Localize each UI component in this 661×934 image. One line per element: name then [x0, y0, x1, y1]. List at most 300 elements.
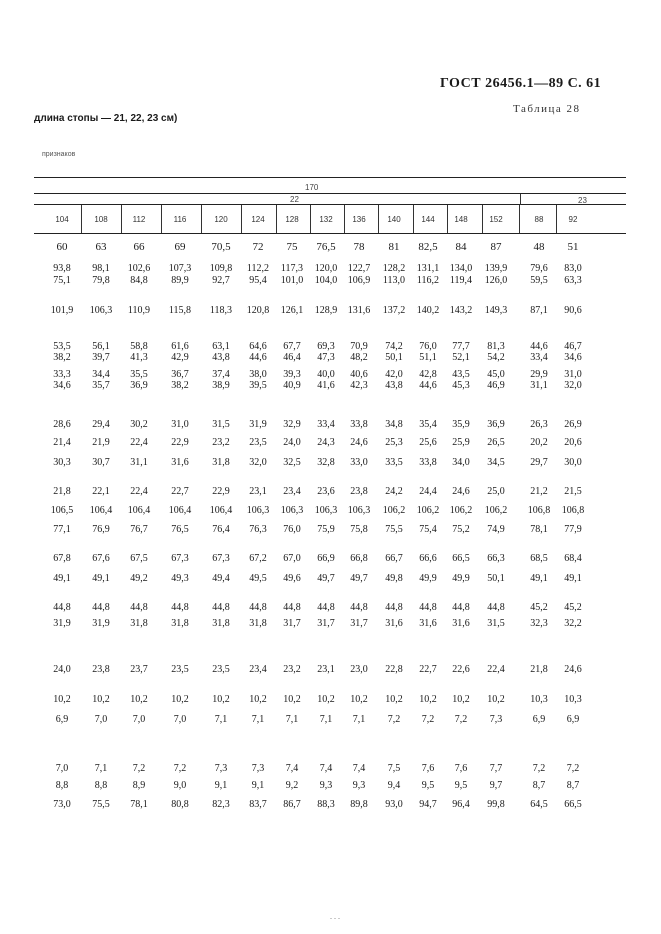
table-cell: 67,6 — [92, 553, 110, 564]
table-cell: 7,0 — [173, 714, 187, 725]
column-divider — [161, 205, 162, 233]
table-cell: 44,8 — [452, 602, 470, 613]
table-cell: 58,8 — [130, 341, 148, 352]
table-cell: 31,9 — [92, 618, 110, 629]
table-cell: 32,5 — [283, 457, 301, 468]
table-cell: 106,9 — [347, 275, 371, 286]
table-cell: 10,3 — [530, 694, 548, 705]
table-cell: 53,5 — [53, 341, 71, 352]
table-cell: 106,4 — [127, 505, 151, 516]
column-divider — [556, 205, 557, 233]
table-cell: 26,9 — [564, 419, 582, 430]
table-cell: 29,9 — [530, 369, 548, 380]
table-cell: 82,5 — [418, 241, 438, 253]
table-cell: 26,5 — [487, 437, 505, 448]
table-cell: 10,2 — [249, 694, 267, 705]
table-cell: 39,5 — [249, 380, 267, 391]
table-cell: 44,8 — [350, 602, 368, 613]
table-cell: 117,3 — [280, 263, 304, 274]
table-cell: 102,6 — [127, 263, 151, 274]
table-cell: 8,9 — [132, 780, 146, 791]
table-cell: 9,2 — [285, 780, 299, 791]
table-cell: 60 — [56, 241, 68, 253]
table-cell: 77,9 — [564, 524, 582, 535]
table-cell: 66,5 — [564, 799, 582, 810]
column-header: 132 — [319, 215, 333, 224]
table-cell: 81 — [388, 241, 400, 253]
table-cell: 9,3 — [352, 780, 366, 791]
table-cell: 9,5 — [421, 780, 435, 791]
rule-columns — [34, 233, 626, 234]
table-cell: 23,4 — [283, 486, 301, 497]
table-cell: 59,5 — [530, 275, 548, 286]
table-cell: 131,1 — [416, 263, 440, 274]
table-cell: 87 — [490, 241, 502, 253]
table-cell: 10,2 — [350, 694, 368, 705]
table-cell: 139,9 — [484, 263, 508, 274]
table-cell: 40,6 — [350, 369, 368, 380]
table-cell: 22,4 — [487, 664, 505, 675]
column-divider — [344, 205, 345, 233]
table-cell: 131,6 — [347, 305, 371, 316]
table-cell: 84 — [455, 241, 467, 253]
table-cell: 7,1 — [251, 714, 265, 725]
table-cell: 33,8 — [419, 457, 437, 468]
table-cell: 113,0 — [382, 275, 406, 286]
table-cell: 10,3 — [564, 694, 582, 705]
table-cell: 10,2 — [130, 694, 148, 705]
table-cell: 44,8 — [419, 602, 437, 613]
table-cell: 41,6 — [317, 380, 335, 391]
table-cell: 137,2 — [382, 305, 406, 316]
table-cell: 82,3 — [212, 799, 230, 810]
table-cell: 7,2 — [454, 714, 468, 725]
table-cell: 128,2 — [382, 263, 406, 274]
table-cell: 36,9 — [130, 380, 148, 391]
table-cell: 31,0 — [171, 419, 189, 430]
table-cell: 83,7 — [249, 799, 267, 810]
table-cell: 7,7 — [489, 763, 503, 774]
table-cell: 49,2 — [130, 573, 148, 584]
table-cell: 10,2 — [452, 694, 470, 705]
table-cell: 104,0 — [314, 275, 338, 286]
table-cell: 30,2 — [130, 419, 148, 430]
table-cell: 122,7 — [347, 263, 371, 274]
table-cell: 106,2 — [484, 505, 508, 516]
table-cell: 67,7 — [283, 341, 301, 352]
table-cell: 20,2 — [530, 437, 548, 448]
table-cell: 23,1 — [249, 486, 267, 497]
table-cell: 31,1 — [530, 380, 548, 391]
table-cell: 66,8 — [350, 553, 368, 564]
column-header: 144 — [421, 215, 435, 224]
table-cell: 34,6 — [564, 352, 582, 363]
table-cell: 22,4 — [130, 437, 148, 448]
table-cell: 9,7 — [489, 780, 503, 791]
table-cell: 40,0 — [317, 369, 335, 380]
table-cell: 45,0 — [487, 369, 505, 380]
table-cell: 120,8 — [246, 305, 270, 316]
table-cell: 23,5 — [171, 664, 189, 675]
table-cell: 134,0 — [449, 263, 473, 274]
table-cell: 8,7 — [566, 780, 580, 791]
table-cell: 66 — [133, 241, 145, 253]
table-cell: 77,1 — [53, 524, 71, 535]
table-cell: 21,2 — [530, 486, 548, 497]
table-cell: 78 — [353, 241, 365, 253]
table-cell: 30,3 — [53, 457, 71, 468]
column-header: 112 — [132, 215, 146, 224]
table-cell: 43,8 — [212, 352, 230, 363]
table-cell: 31,8 — [212, 457, 230, 468]
table-cell: 76,4 — [212, 524, 230, 535]
table-cell: 24,2 — [385, 486, 403, 497]
table-cell: 38,0 — [249, 369, 267, 380]
table-cell: 49,7 — [350, 573, 368, 584]
table-cell: 106,8 — [561, 505, 585, 516]
table-cell: 86,7 — [283, 799, 301, 810]
table-cell: 42,9 — [171, 352, 189, 363]
table-cell: 106,5 — [50, 505, 74, 516]
table-cell: 106,4 — [168, 505, 192, 516]
table-cell: 128,9 — [314, 305, 338, 316]
table-cell: 126,1 — [280, 305, 304, 316]
table-cell: 7,2 — [173, 763, 187, 774]
table-cell: 38,2 — [171, 380, 189, 391]
table-cell: 44,8 — [249, 602, 267, 613]
table-cell: 32,0 — [564, 380, 582, 391]
table-cell: 44,8 — [317, 602, 335, 613]
table-cell: 23,8 — [350, 486, 368, 497]
table-cell: 7,5 — [387, 763, 401, 774]
table-cell: 34,4 — [92, 369, 110, 380]
table-cell: 49,4 — [212, 573, 230, 584]
table-cell: 49,1 — [530, 573, 548, 584]
table-cell: 35,4 — [419, 419, 437, 430]
column-header: 120 — [214, 215, 228, 224]
table-cell: 22,8 — [385, 664, 403, 675]
table-cell: 22,9 — [171, 437, 189, 448]
table-cell: 35,5 — [130, 369, 148, 380]
table-cell: 42,8 — [419, 369, 437, 380]
table-cell: 40,9 — [283, 380, 301, 391]
table-cell: 81,3 — [487, 341, 505, 352]
table-cell: 48 — [533, 241, 545, 253]
table-cell: 31,5 — [487, 618, 505, 629]
table-cell: 77,7 — [452, 341, 470, 352]
table-cell: 7,6 — [421, 763, 435, 774]
column-header: 140 — [387, 215, 401, 224]
table-cell: 31,8 — [130, 618, 148, 629]
table-cell: 7,6 — [454, 763, 468, 774]
table-cell: 24,0 — [283, 437, 301, 448]
table-cell: 44,8 — [171, 602, 189, 613]
table-cell: 34,5 — [487, 457, 505, 468]
table-cell: 93,8 — [53, 263, 71, 274]
table-cell: 49,1 — [92, 573, 110, 584]
table-cell: 44,8 — [92, 602, 110, 613]
column-header: 88 — [534, 215, 544, 224]
footer-marks: . . . — [330, 912, 340, 921]
column-divider — [81, 205, 82, 233]
table-cell: 79,6 — [530, 263, 548, 274]
table-cell: 149,3 — [484, 305, 508, 316]
table-cell: 75 — [286, 241, 298, 253]
table-cell: 25,9 — [452, 437, 470, 448]
table-cell: 34,8 — [385, 419, 403, 430]
table-cell: 7,2 — [532, 763, 546, 774]
table-cell: 76,7 — [130, 524, 148, 535]
table-cell: 88,3 — [317, 799, 335, 810]
table-cell: 115,8 — [168, 305, 192, 316]
table-cell: 106,3 — [89, 305, 113, 316]
table-cell: 33,5 — [385, 457, 403, 468]
group-label-170: 170 — [305, 183, 319, 192]
table-cell: 32,8 — [317, 457, 335, 468]
table-cell: 7,3 — [214, 763, 228, 774]
column-header: 92 — [568, 215, 578, 224]
table-cell: 36,9 — [487, 419, 505, 430]
table-cell: 31,7 — [317, 618, 335, 629]
table-cell: 21,4 — [53, 437, 71, 448]
table-cell: 10,2 — [53, 694, 71, 705]
table-cell: 49,3 — [171, 573, 189, 584]
table-cell: 42,0 — [385, 369, 403, 380]
table-cell: 109,8 — [209, 263, 233, 274]
table-cell: 45,3 — [452, 380, 470, 391]
table-cell: 31,9 — [249, 419, 267, 430]
table-cell: 32,0 — [249, 457, 267, 468]
table-cell: 22,7 — [419, 664, 437, 675]
column-header: 152 — [489, 215, 503, 224]
table-cell: 22,9 — [212, 486, 230, 497]
table-cell: 98,1 — [92, 263, 110, 274]
table-cell: 22,6 — [452, 664, 470, 675]
table-cell: 37,4 — [212, 369, 230, 380]
table-cell: 66,3 — [487, 553, 505, 564]
table-cell: 31,6 — [171, 457, 189, 468]
table-cell: 31,8 — [212, 618, 230, 629]
table-cell: 49,9 — [419, 573, 437, 584]
table-cell: 9,4 — [387, 780, 401, 791]
table-cell: 101,0 — [280, 275, 304, 286]
table-cell: 68,4 — [564, 553, 582, 564]
table-cell: 31,5 — [212, 419, 230, 430]
table-cell: 25,3 — [385, 437, 403, 448]
table-cell: 7,1 — [214, 714, 228, 725]
table-cell: 106,2 — [449, 505, 473, 516]
table-cell: 107,3 — [168, 263, 192, 274]
table-cell: 44,6 — [249, 352, 267, 363]
table-cell: 74,9 — [487, 524, 505, 535]
table-cell: 67,3 — [171, 553, 189, 564]
column-divider — [519, 205, 520, 233]
table-cell: 9,1 — [214, 780, 228, 791]
table-cell: 70,9 — [350, 341, 368, 352]
table-cell: 106,2 — [382, 505, 406, 516]
table-cell: 31,8 — [171, 618, 189, 629]
table-cell: 10,2 — [317, 694, 335, 705]
table-cell: 67,2 — [249, 553, 267, 564]
table-cell: 7,2 — [387, 714, 401, 725]
table-cell: 46,9 — [487, 380, 505, 391]
table-cell: 9,1 — [251, 780, 265, 791]
table-cell: 45,2 — [564, 602, 582, 613]
table-cell: 110,9 — [127, 305, 151, 316]
column-divider — [310, 205, 311, 233]
table-cell: 34,6 — [53, 380, 71, 391]
table-cell: 22,7 — [171, 486, 189, 497]
table-cell: 7,1 — [285, 714, 299, 725]
table-cell: 32,3 — [530, 618, 548, 629]
table-cell: 23,2 — [212, 437, 230, 448]
table-cell: 7,4 — [352, 763, 366, 774]
table-cell: 31,8 — [249, 618, 267, 629]
table-cell: 7,2 — [132, 763, 146, 774]
table-caption: Таблица 28 — [513, 103, 581, 115]
table-cell: 49,8 — [385, 573, 403, 584]
table-cell: 73,0 — [53, 799, 71, 810]
table-cell: 61,6 — [171, 341, 189, 352]
table-cell: 35,9 — [452, 419, 470, 430]
table-cell: 43,8 — [385, 380, 403, 391]
table-cell: 116,2 — [416, 275, 440, 286]
table-cell: 6,9 — [55, 714, 69, 725]
table-cell: 140,2 — [416, 305, 440, 316]
table-cell: 66,6 — [419, 553, 437, 564]
table-cell: 43,5 — [452, 369, 470, 380]
table-cell: 24,6 — [452, 486, 470, 497]
table-cell: 126,0 — [484, 275, 508, 286]
table-cell: 112,2 — [246, 263, 270, 274]
column-divider — [121, 205, 122, 233]
column-header: 124 — [251, 215, 265, 224]
table-cell: 106,4 — [209, 505, 233, 516]
table-cell: 56,1 — [92, 341, 110, 352]
table-cell: 50,1 — [385, 352, 403, 363]
table-cell: 76,5 — [171, 524, 189, 535]
table-cell: 75,1 — [53, 275, 71, 286]
table-cell: 83,0 — [564, 263, 582, 274]
table-cell: 38,2 — [53, 352, 71, 363]
table-cell: 33,4 — [530, 352, 548, 363]
table-cell: 66,7 — [385, 553, 403, 564]
table-cell: 44,6 — [419, 380, 437, 391]
table-cell: 63,3 — [564, 275, 582, 286]
table-cell: 101,9 — [50, 305, 74, 316]
table-cell: 23,1 — [317, 664, 335, 675]
table-cell: 7,2 — [421, 714, 435, 725]
table-cell: 75,5 — [92, 799, 110, 810]
table-cell: 34,0 — [452, 457, 470, 468]
table-cell: 48,2 — [350, 352, 368, 363]
table-cell: 6,9 — [566, 714, 580, 725]
table-cell: 74,2 — [385, 341, 403, 352]
table-cell: 46,4 — [283, 352, 301, 363]
table-cell: 99,8 — [487, 799, 505, 810]
table-cell: 7,1 — [94, 763, 108, 774]
table-cell: 68,5 — [530, 553, 548, 564]
table-cell: 118,3 — [209, 305, 233, 316]
table-cell: 10,2 — [385, 694, 403, 705]
column-divider — [413, 205, 414, 233]
rule-group-22 — [34, 204, 626, 205]
table-cell: 29,7 — [530, 457, 548, 468]
table-cell: 7,0 — [94, 714, 108, 725]
table-cell: 67,5 — [130, 553, 148, 564]
table-cell: 10,2 — [419, 694, 437, 705]
table-cell: 49,7 — [317, 573, 335, 584]
table-cell: 23,0 — [350, 664, 368, 675]
table-cell: 67,3 — [212, 553, 230, 564]
table-cell: 33,0 — [350, 457, 368, 468]
table-cell: 7,0 — [55, 763, 69, 774]
table-cell: 21,5 — [564, 486, 582, 497]
table-cell: 31,7 — [350, 618, 368, 629]
column-divider — [201, 205, 202, 233]
table-cell: 31,1 — [130, 457, 148, 468]
column-divider — [378, 205, 379, 233]
table-cell: 94,7 — [419, 799, 437, 810]
table-cell: 44,8 — [130, 602, 148, 613]
table-cell: 45,2 — [530, 602, 548, 613]
table-cell: 23,5 — [249, 437, 267, 448]
table-cell: 96,4 — [452, 799, 470, 810]
table-cell: 51,1 — [419, 352, 437, 363]
table-cell: 78,1 — [530, 524, 548, 535]
table-cell: 106,3 — [280, 505, 304, 516]
table-cell: 49,1 — [53, 573, 71, 584]
table-cell: 7,1 — [319, 714, 333, 725]
table-cell: 51 — [567, 241, 579, 253]
table-cell: 23,2 — [283, 664, 301, 675]
group-label-23: 23 — [578, 196, 587, 205]
column-divider — [447, 205, 448, 233]
table-cell: 10,2 — [171, 694, 189, 705]
standard-number: ГОСТ 26456.1—89 С. 61 — [440, 76, 602, 91]
table-cell: 79,8 — [92, 275, 110, 286]
table-cell: 30,0 — [564, 457, 582, 468]
table-cell: 42,3 — [350, 380, 368, 391]
table-cell: 23,6 — [317, 486, 335, 497]
table-cell: 7,4 — [285, 763, 299, 774]
column-header: 128 — [285, 215, 299, 224]
table-cell: 31,0 — [564, 369, 582, 380]
table-cell: 106,3 — [246, 505, 270, 516]
signs-label: признаков — [42, 151, 76, 158]
table-cell: 33,8 — [350, 419, 368, 430]
table-cell: 69,3 — [317, 341, 335, 352]
table-cell: 7,3 — [489, 714, 503, 725]
table-cell: 20,6 — [564, 437, 582, 448]
table-cell: 23,5 — [212, 664, 230, 675]
table-cell: 89,8 — [350, 799, 368, 810]
table-cell: 24,3 — [317, 437, 335, 448]
column-header: 116 — [173, 215, 187, 224]
table-cell: 49,6 — [283, 573, 301, 584]
table-cell: 24,6 — [564, 664, 582, 675]
footnote-foot-length: длина стопы — 21, 22, 23 см) — [34, 113, 178, 124]
rule-group-170 — [34, 193, 626, 194]
table-cell: 9,3 — [319, 780, 333, 791]
table-cell: 72 — [252, 241, 264, 253]
table-cell: 10,2 — [212, 694, 230, 705]
table-cell: 26,3 — [530, 419, 548, 430]
table-cell: 44,6 — [530, 341, 548, 352]
table-cell: 7,4 — [319, 763, 333, 774]
table-cell: 52,1 — [452, 352, 470, 363]
table-cell: 6,9 — [532, 714, 546, 725]
